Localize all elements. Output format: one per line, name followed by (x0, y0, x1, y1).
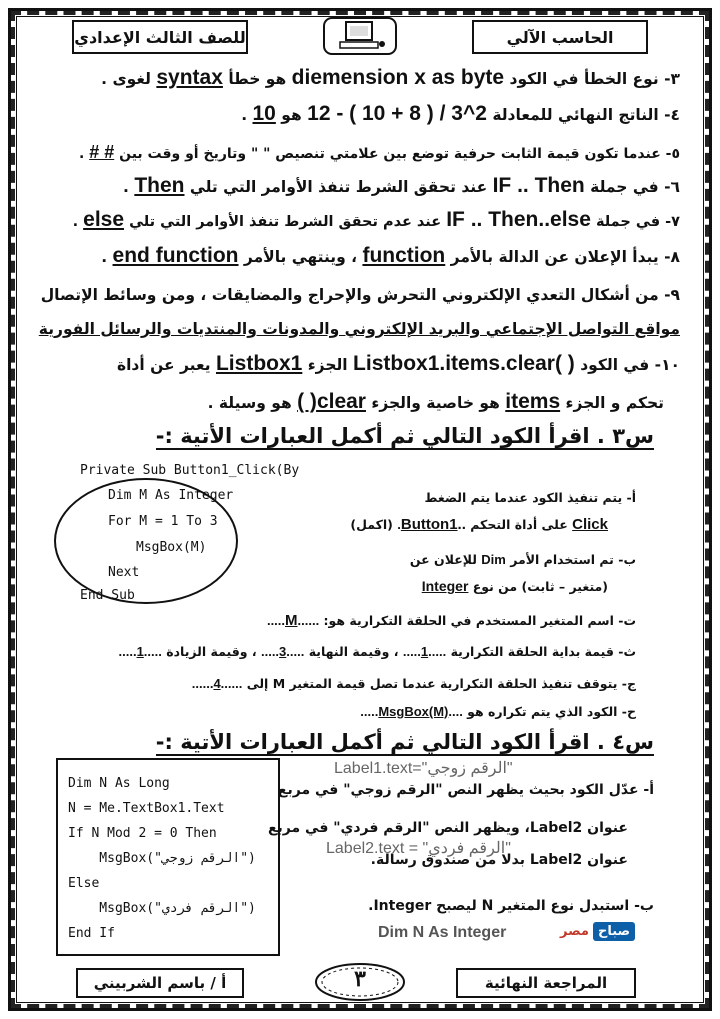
item-6-answer: Then (134, 174, 185, 197)
q3-h: ح- الكود الذي يتم تكراره هو ....MsgBox(M)..... (360, 704, 636, 719)
item-5-answer: # # (89, 142, 115, 162)
q3-a: أ- يتم تنفيذ الكود عندما يتم الضغط (424, 490, 636, 505)
q3-code-first-line: Private Sub Button1_Click(By (80, 463, 300, 478)
q4-code-line: End If (68, 926, 115, 941)
q4-a-line-3: عنوان Label2 بدلا من صندوق رسالة. (370, 852, 628, 868)
q3-a-answer-event: Click (572, 516, 608, 533)
q3-h-answer: MsgBox(M) (378, 704, 449, 719)
q3-code-last-line: End Sub (80, 588, 135, 603)
q3-th-answer-step: 1 (136, 644, 144, 659)
item-5: ٥- عندما تكون قيمة الثابت حرفية توضع بين علامتي تنصيص " " وتاريخ أو وقت بين # # . (78, 142, 680, 162)
item-9-line-1: ٩- من أشكال التعدي الإلكتروني التحرش والإحراج والمضايقات ، ومن وسائط الإتصال (40, 286, 680, 304)
item-3: ٣- نوع الخطأ في الكود diemension x as byte هو خطأ syntax لغوى . (101, 66, 680, 89)
q4-a-line-2: عنوان Label2، ويظهر النص "الرقم فردي" في مربع (267, 820, 628, 836)
q3-th: ث- قيمة بداية الحلقة التكرارية .....1..... ، وقيمة النهاية .....3..... ، وقيمة الزيادة .....1..... (118, 644, 636, 659)
q3-t-answer: M (285, 612, 298, 629)
item-8-answer-end: end function (112, 244, 239, 267)
q4-a-line-1: أ- عدّل الكود بحيث يظهر النص "الرقم زوجي" في مربع (277, 782, 654, 798)
q4-code-line: MsgBox("الرقم فردي") (68, 901, 256, 916)
q3-a-answer-control: Button1 (400, 516, 458, 533)
q3-th-answer-end: 3 (279, 644, 287, 659)
header-grade-label: للصف الثالث الإعدادي (72, 20, 248, 54)
watermark-logo: صباح مصر (560, 918, 635, 944)
q4-b-answer: Dim N As Integer (378, 924, 507, 941)
item-6: ٦- في جملة IF .. Then عند تحقق الشرط تنفذ الأوامر التي تلي Then . (123, 174, 680, 197)
footer-title-label: المراجعة النهائية (456, 968, 636, 998)
q4-code-line: If N Mod 2 = 0 Then (68, 826, 217, 841)
item-4-answer: 10 (252, 102, 276, 125)
item-6-code: IF .. Then (492, 174, 585, 197)
item-10-answer-method: clear( ) (297, 390, 366, 413)
q3-code-line: For M = 1 To 3 (108, 514, 218, 529)
q4-code-line: MsgBox("الرقم زوجي") (68, 851, 256, 866)
item-7: ٧- في جملة IF .. Then..else عند عدم تحقق الشرط تنفذ الأوامر التي تلي else . (72, 208, 680, 231)
q4-a-handwritten-answer-1: Label1.text="الرقم زوجي" (334, 760, 513, 777)
item-10-code: Listbox1.items.clear( ) (353, 352, 575, 375)
item-8-answer-start: function (362, 244, 446, 267)
item-8: ٨- يبدأ الإعلان عن الدالة بالأمر function ، وينتهي بالأمر end function . (101, 244, 680, 267)
item-7-code: IF .. Then..else (446, 208, 591, 231)
q3-j: ج- يتوقف تنفيذ الحلقة التكرارية عندما تصل قيمة المتغير M إلى ......4...... (191, 676, 636, 691)
q3-a-line-2: Click على أداة التحكم ..Button1. (اكمل) (350, 516, 608, 533)
item-10-continued: تحكم و الجزء items هو خاصية والجزء clear( ) هو وسيلة . (207, 390, 664, 413)
header-subject-label: الحاسب الآلي (472, 20, 648, 54)
q3-b-line-2: (متغير – ثابت) من نوع Integer (421, 578, 608, 594)
item-10-answer: Listbox1 (215, 352, 303, 375)
item-9-line-2: مواقع التواصل الإجتماعي والبريد الإلكتروني والمدونات والمنتديات والرسائل الفورية (38, 320, 680, 338)
item-4-expression: 12 - ( 10 + 8 ) / 3^2 (307, 102, 487, 125)
q3-j-answer: 4 (213, 676, 221, 691)
item-7-answer: else (83, 208, 125, 231)
computer-logo-icon (318, 14, 402, 58)
q4-code-line: Else (68, 876, 100, 891)
q3-t: ت- اسم المتغير المستخدم في الحلقة التكرارية هو: ......M..... (266, 612, 636, 629)
q3-b-answer: Integer (421, 578, 469, 594)
question-4-heading: س٤ . اقرأ الكود التالي ثم أكمل العبارات الأتية :- (155, 730, 654, 754)
item-4: ٤- الناتج النهائي للمعادلة 12 - ( 10 + 8 ) / 3^2 هو 10 . (241, 102, 680, 125)
item-3-answer: syntax (156, 66, 223, 89)
item-10-answer-property: items (505, 390, 561, 413)
item-3-code: diemension x as byte (291, 66, 505, 89)
item-10: ١٠- في الكود Listbox1.items.clear( ) الجزء Listbox1 يعبر عن أداة (116, 352, 680, 375)
question-3-heading: س٣ . اقرأ الكود التالي ثم أكمل العبارات الأتية :- (155, 424, 654, 448)
page-number: ٣ (354, 966, 366, 992)
q3-th-answer-start: 1 (420, 644, 429, 659)
q4-code-line: N = Me.TextBox1.Text (68, 801, 225, 816)
q3-code-line: MsgBox(M) (136, 540, 207, 555)
q4-code-line: Dim N As Long (68, 776, 170, 791)
q3-b: ب- تم استخدام الأمر Dim للإعلان عن (409, 552, 636, 567)
footer-author-label: أ / باسم الشربيني (76, 968, 244, 998)
q3-code-line: Next (108, 565, 140, 580)
q4-b: ب- استبدل نوع المتغير N ليصبح Integer. (368, 898, 654, 914)
q3-code-line: Dim M As Integer (108, 488, 234, 503)
q4-a-handwritten-answer-2: Label2.text = "الرقم فردي" (326, 840, 511, 857)
